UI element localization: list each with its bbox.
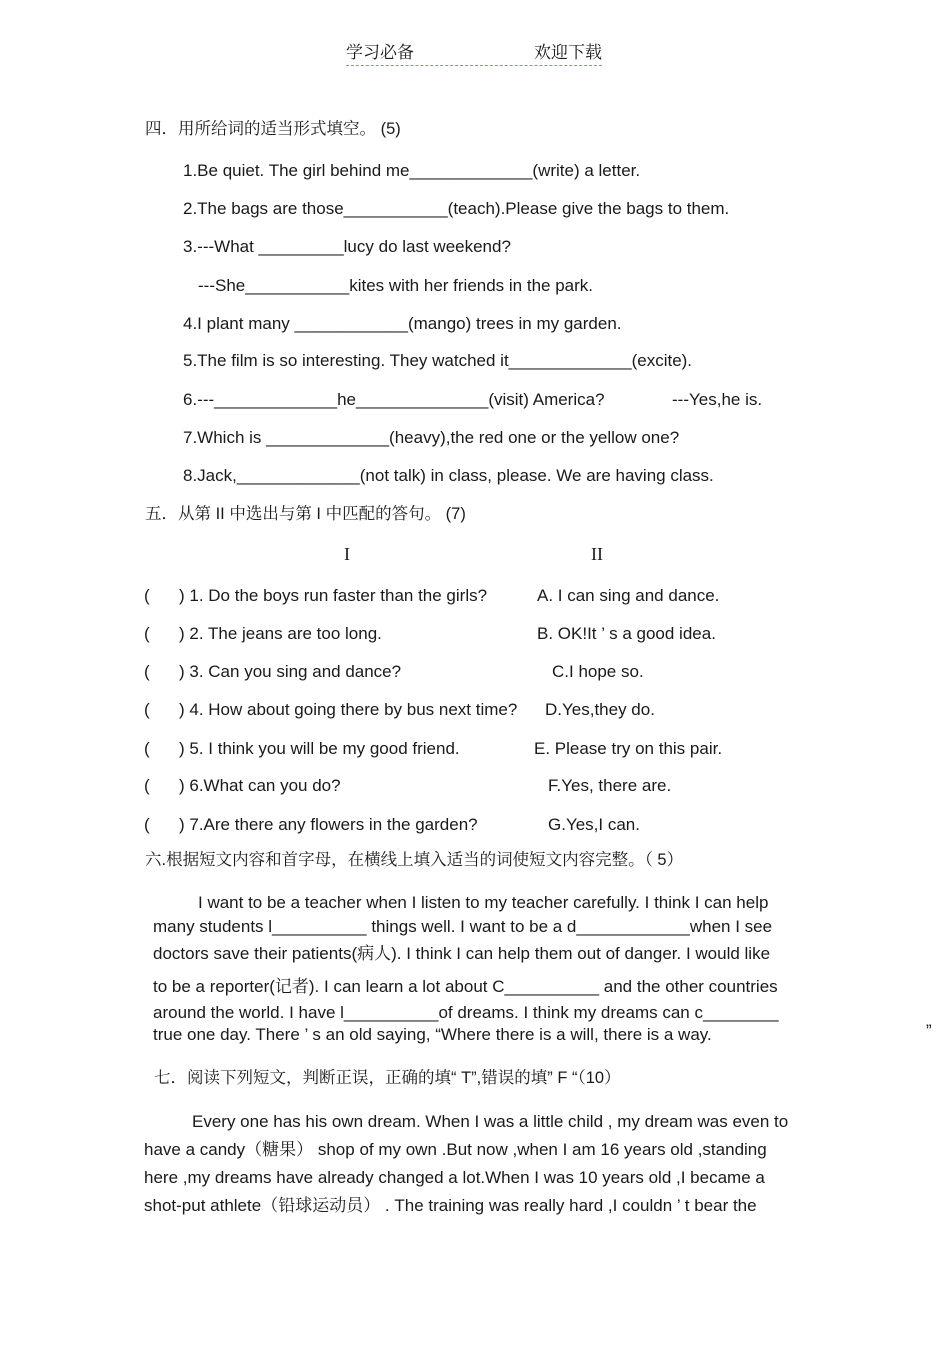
s7-line-2: have a candy（糖果） shop of my own .But now ,when I am 16 years old ,standing xyxy=(144,1140,767,1159)
section-6-title: 六.根据短文内容和首字母，在横线上填入适当的词使短文内容完整。（ 5） xyxy=(145,851,684,869)
header-dashed-underline xyxy=(346,65,602,66)
s5-bracket-5: ( xyxy=(144,739,150,758)
s5-question-3: ) 3. Can you sing and dance? xyxy=(179,662,402,681)
s5-answer-F: F.Yes, there are. xyxy=(548,776,672,795)
s5-answer-B: B. OK!It ’ s a good idea. xyxy=(537,624,716,643)
s6-line-2: many students l__________ things well. I want to be a d____________when I see xyxy=(153,917,773,936)
s5-question-2: ) 2. The jeans are too long. xyxy=(179,624,382,643)
s6-line-1: I want to be a teacher when I listen to my teacher carefully. I think I can help xyxy=(198,893,769,912)
page-header xyxy=(346,44,602,66)
s4-item-5: 5.The film is so interesting. They watched it_____________(excite). xyxy=(183,351,693,370)
section-4-title: 四．用所给词的适当形式填空。 (5) xyxy=(145,120,401,138)
s6-line-4: to be a reporter(记者). I can learn a lot about C__________ and the other countries xyxy=(153,977,778,996)
s6-line-6: true one day. There ’ s an old saying, “Where there is a will, there is a way. xyxy=(153,1025,712,1044)
header-right-text: 欢迎下载 xyxy=(534,43,602,62)
s5-answer-G: G.Yes,I can. xyxy=(548,815,640,834)
s5-question-7: ) 7.Are there any flowers in the garden? xyxy=(179,815,478,834)
column-I-heading: I xyxy=(344,544,350,564)
s7-line-3: here ,my dreams have already changed a lot.When I was 10 years old ,I became a xyxy=(144,1168,765,1187)
s4-item-8: 8.Jack,_____________(not talk) in class, please. We are having class. xyxy=(183,466,714,485)
s6-line-5: around the world. I have l__________of dreams. I think my dreams can c________ xyxy=(153,1003,779,1022)
s5-bracket-3: ( xyxy=(144,662,150,681)
s7-line-1: Every one has his own dream. When I was a little child , my dream was even to xyxy=(192,1112,789,1131)
s5-bracket-2: ( xyxy=(144,624,150,643)
s6-line-3: doctors save their patients(病人). I think I can help them out of danger. I would like xyxy=(153,944,771,963)
column-II-heading: II xyxy=(591,544,603,564)
s5-bracket-6: ( xyxy=(144,776,150,795)
s4-item-3: 3.---What _________lucy do last weekend? xyxy=(183,237,511,256)
s5-answer-D: D.Yes,they do. xyxy=(545,700,655,719)
s4-item-7: 7.Which is _____________(heavy),the red one or the yellow one? xyxy=(183,428,680,447)
section-5-title: 五．从第 II 中选出与第 I 中匹配的答句。 (7) xyxy=(145,505,466,523)
s4-item-4: 4.I plant many ____________(mango) trees in my garden. xyxy=(183,314,622,333)
section-7-title: 七．阅读下列短文，判断正误，正确的填“ T”,错误的填” F “（10） xyxy=(154,1069,621,1087)
s5-bracket-4: ( xyxy=(144,700,150,719)
s4-item-3-answer: ---She___________kites with her friends in the park. xyxy=(198,276,594,295)
s5-answer-C: C.I hope so. xyxy=(552,662,644,681)
s6-closing-quote: ” xyxy=(926,1021,932,1040)
s7-line-4: shot-put athlete（铅球运动员） . The training was really hard ,I couldn ’ t bear the xyxy=(144,1196,757,1215)
s4-item-6-answer: ---Yes,he is. xyxy=(672,390,763,409)
s5-answer-A: A. I can sing and dance. xyxy=(537,586,720,605)
header-left-text: 学习必备 xyxy=(346,43,414,62)
s5-bracket-7: ( xyxy=(144,815,150,834)
s4-item-1: 1.Be quiet. The girl behind me_____________(write) a letter. xyxy=(183,161,641,180)
s5-bracket-1: ( xyxy=(144,586,150,605)
s5-question-1: ) 1. Do the boys run faster than the girls? xyxy=(179,586,488,605)
s5-question-6: ) 6.What can you do? xyxy=(179,776,341,795)
s5-question-5: ) 5. I think you will be my good friend. xyxy=(179,739,460,758)
s4-item-2: 2.The bags are those___________(teach).Please give the bags to them. xyxy=(183,199,730,218)
s4-item-6: 6.---_____________he______________(visit) America? xyxy=(183,390,605,409)
s5-question-4: ) 4. How about going there by bus next time? xyxy=(179,700,518,719)
s5-answer-E: E. Please try on this pair. xyxy=(534,739,723,758)
